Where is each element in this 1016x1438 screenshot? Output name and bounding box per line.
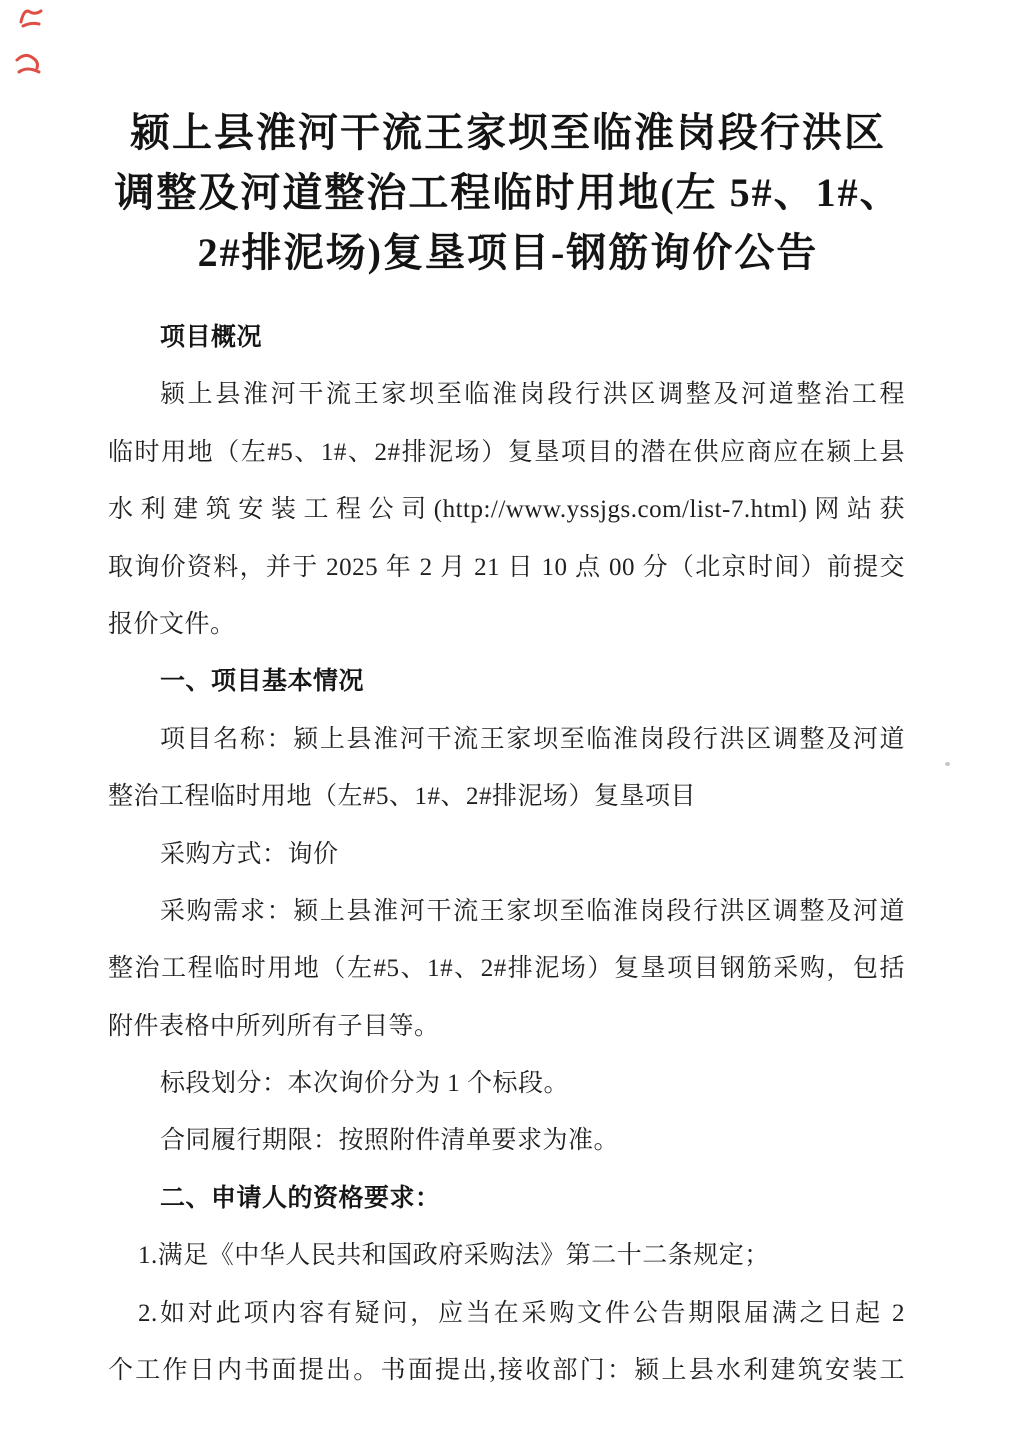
section-heading-basic-info: 一、项目基本情况 — [160, 668, 365, 696]
body-line-contract-term: 合同履行期限：按照附件清单要求为准。 — [160, 1127, 620, 1155]
body-line-lot-division: 标段划分：本次询价分为 1 个标段。 — [160, 1070, 570, 1098]
body-line: 临时用地（左#5、1#、2#排泥场）复垦项目的潜在供应商应在颍上县 — [108, 438, 905, 466]
title-line-2: 调整及河道整治工程临时用地(左 5#、1#、 — [114, 170, 902, 215]
red-scribble-mark-icon — [13, 50, 43, 83]
body-line: 个工作日内书面提出。书面提出,接收部门：颍上县水利建筑安装工 — [108, 1357, 905, 1385]
body-line-item-1: 1.满足《中华人民共和国政府采购法》第二十二条规定； — [138, 1242, 770, 1270]
body-line-website-url: 水利建筑安装工程公司(http://www.yssjgs.com/list-7.html)网站获 — [108, 496, 905, 524]
title-line-3: 2#排泥场)复垦项目-钢筋询价公告 — [197, 230, 819, 275]
body-line-project-name: 项目名称：颍上县淮河干流王家坝至临淮岗段行洪区调整及河道 — [160, 725, 905, 753]
body-line: 整治工程临时用地（左#5、1#、2#排泥场）复垦项目钢筋采购，包括 — [108, 955, 905, 983]
body-line-item-2: 2.如对此项内容有疑问，应当在采购文件公告期限届满之日起 2 — [138, 1299, 905, 1327]
body-line: 报价文件。 — [108, 610, 236, 638]
section-heading-applicant-qualifications: 二、申请人的资格要求： — [160, 1184, 441, 1212]
body-line-deadline: 取询价资料，并于 2025 年 2 月 21 日 10 点 00 分（北京时间）前提交 — [108, 553, 905, 581]
body-line: 整治工程临时用地（左#5、1#、2#排泥场）复垦项目 — [108, 783, 697, 811]
scan-speck — [945, 762, 950, 766]
document-body — [0, 309, 1016, 1399]
body-line: 颍上县淮河干流王家坝至临淮岗段行洪区调整及河道整治工程 — [160, 381, 905, 409]
red-scribble-mark-icon — [16, 4, 44, 35]
section-heading-project-overview: 项目概况 — [160, 324, 263, 351]
title-line-1: 颍上县淮河干流王家坝至临淮岗段行洪区 — [130, 110, 886, 155]
document-title — [40, 103, 976, 283]
body-line: 附件表格中所列所有子目等。 — [108, 1012, 440, 1040]
body-line-procurement-demand: 采购需求：颍上县淮河干流王家坝至临淮岗段行洪区调整及河道 — [160, 897, 905, 925]
body-line-procurement-method: 采购方式：询价 — [160, 840, 339, 868]
